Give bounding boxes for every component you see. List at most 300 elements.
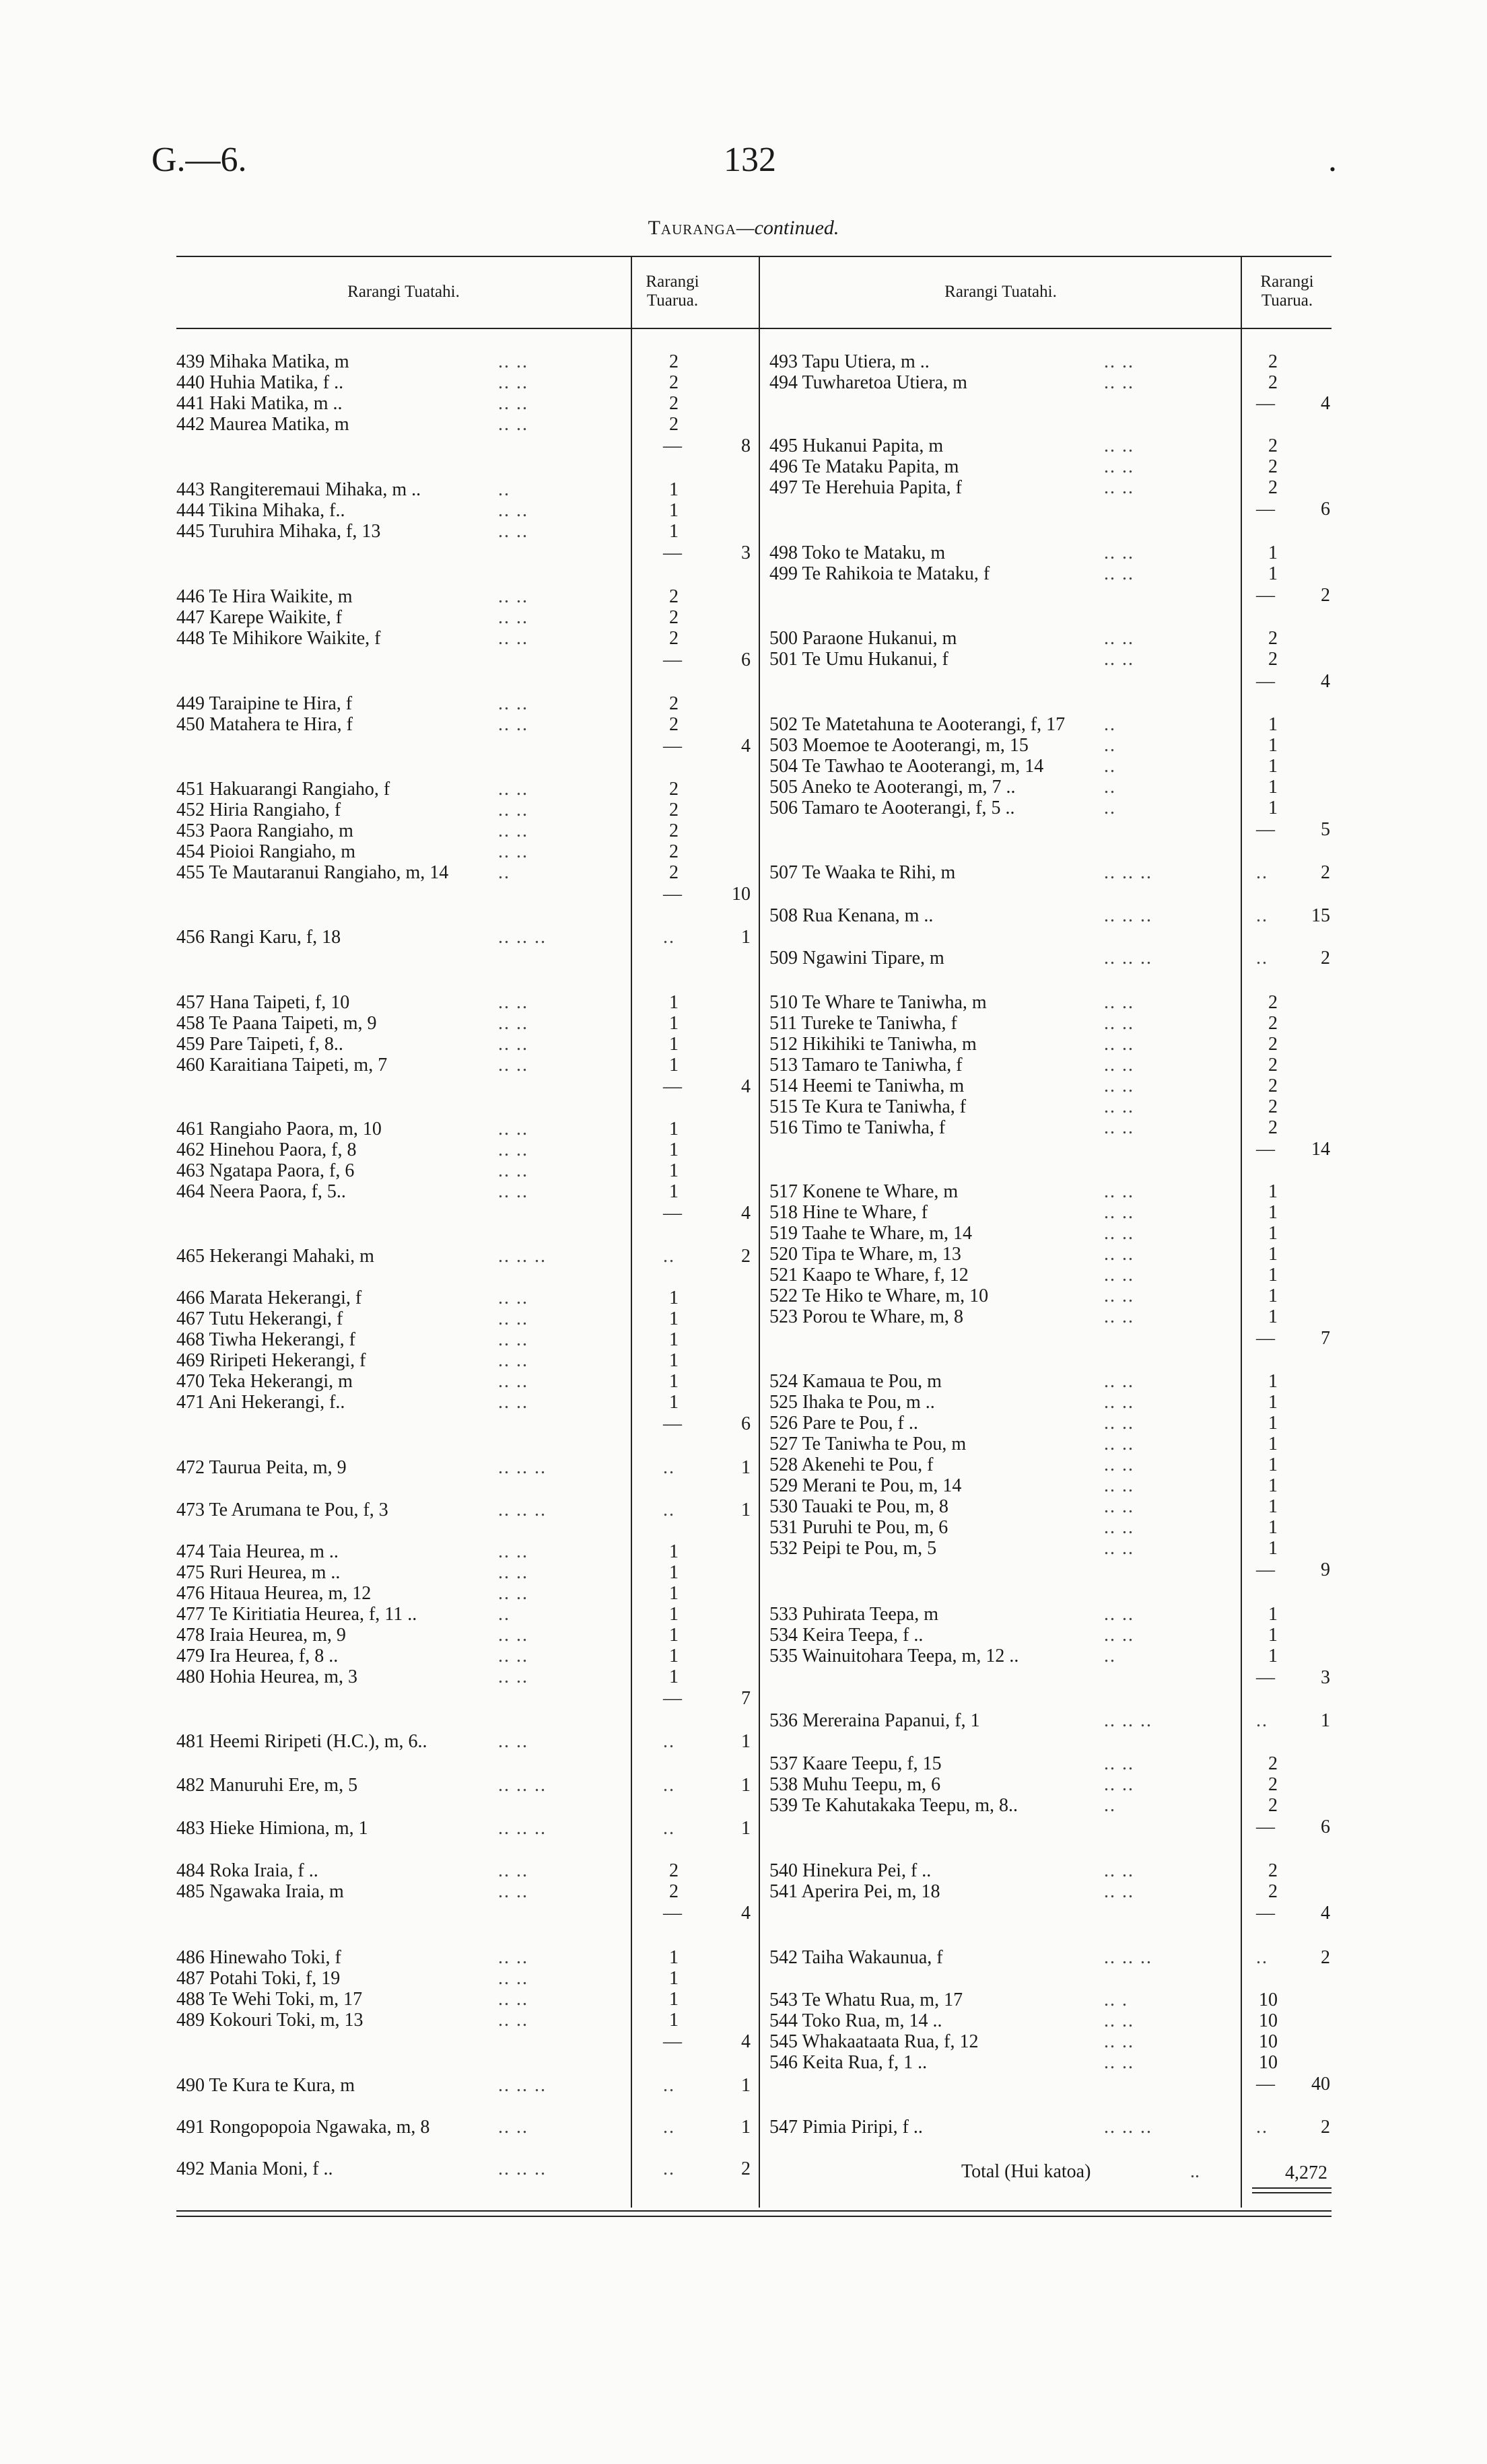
entry-value: 2 bbox=[1268, 1795, 1278, 1816]
list-item bbox=[769, 1181, 1289, 1203]
list-item bbox=[176, 799, 687, 822]
list-item bbox=[769, 1222, 1289, 1245]
entry-value: 1 bbox=[669, 1034, 679, 1055]
entry-value: 2 bbox=[1268, 456, 1278, 477]
subtotal-rule: — bbox=[1256, 2074, 1275, 2095]
page-number: 132 bbox=[724, 141, 776, 179]
entry-value: 1 bbox=[1268, 1517, 1278, 1538]
subtotal-value: 10 bbox=[732, 884, 751, 905]
leader-dots: .. .. bbox=[498, 1541, 528, 1562]
subtotal-dots: .. bbox=[663, 1457, 675, 1478]
subtotal bbox=[663, 1245, 751, 1268]
entry-name: 535 Wainuitohara Teepa, m, 12 .. bbox=[769, 1646, 1019, 1666]
entry-value: 1 bbox=[1268, 563, 1278, 584]
entry-value: 2 bbox=[1268, 992, 1278, 1013]
entry-name: 445 Turuhira Mihaka, f, 13 bbox=[176, 521, 381, 542]
leader-dots: .. .. bbox=[1104, 1223, 1134, 1244]
entry-name: 490 Te Kura te Kura, m bbox=[176, 2075, 355, 2096]
leader-dots: .. .. bbox=[498, 1646, 528, 1666]
subtotal-rule: — bbox=[1256, 1328, 1275, 1349]
list-item bbox=[176, 413, 687, 436]
leader-dots: .. .. .. bbox=[1104, 862, 1152, 883]
entry-name: 499 Te Rahikoia te Mataku, f bbox=[769, 563, 990, 584]
entry-value: 10 bbox=[1259, 2031, 1278, 2052]
entry-name: 511 Tureke te Taniwha, f bbox=[769, 1013, 957, 1034]
entry-name: 486 Hinewaho Toki, f bbox=[176, 1947, 341, 1968]
subtotal bbox=[663, 1687, 751, 1710]
leader-dots: .. bbox=[1104, 756, 1116, 777]
entry-name: 457 Hana Taipeti, f, 10 bbox=[176, 992, 350, 1013]
leader-dots: .. .. bbox=[1104, 542, 1134, 563]
entry-value: 1 bbox=[669, 1562, 679, 1583]
leader-dots: .. .. bbox=[498, 586, 528, 607]
entry-name: 462 Hinehou Paora, f, 8 bbox=[176, 1139, 357, 1160]
list-item bbox=[176, 1118, 687, 1141]
entry-name: 505 Aneko te Aooterangi, m, 7 .. bbox=[769, 777, 1016, 798]
leader-dots: .. .. bbox=[1104, 1496, 1134, 1517]
subtotal-dots: .. bbox=[663, 2075, 675, 2096]
entry-name: 537 Kaare Teepu, f, 15 bbox=[769, 1753, 942, 1774]
leader-dots: .. .. bbox=[498, 779, 528, 800]
entry-value: 1 bbox=[1268, 1625, 1278, 1646]
leader-dots: .. .. bbox=[1104, 1881, 1134, 1902]
subtotal-rule: — bbox=[663, 1688, 682, 1709]
leader-dots: .. .. bbox=[498, 521, 528, 542]
leader-dots: .. .. bbox=[498, 1860, 528, 1881]
list-item bbox=[176, 1817, 687, 1840]
entry-name: 533 Puhirata Teepa, m bbox=[769, 1604, 939, 1625]
col-head-right-tuarua: Rarangi Tuarua. bbox=[1260, 273, 1314, 310]
entry-value: 1 bbox=[1268, 1202, 1278, 1223]
entry-name: 525 Ihaka te Pou, m .. bbox=[769, 1392, 935, 1413]
subtotal bbox=[663, 2158, 751, 2181]
entry-value: 2 bbox=[1268, 1055, 1278, 1076]
entry-name: 452 Hiria Rangiaho, f bbox=[176, 800, 341, 820]
left-subtotal-divider bbox=[759, 256, 760, 2208]
entry-value: 1 bbox=[669, 1968, 679, 1989]
entry-name: 455 Te Mautaranui Rangiaho, m, 14 bbox=[176, 862, 449, 883]
subtotal bbox=[663, 542, 751, 565]
leader-dots: .. bbox=[1104, 714, 1116, 735]
subtotal-dots: .. bbox=[663, 1818, 675, 1839]
leader-dots: .. .. bbox=[498, 1329, 528, 1350]
subtotal bbox=[663, 435, 751, 458]
list-item bbox=[176, 606, 687, 629]
leader-dots: .. .. bbox=[498, 1583, 528, 1604]
list-item bbox=[176, 1645, 687, 1668]
table-top-rule bbox=[176, 256, 1332, 257]
entry-value: 2 bbox=[669, 586, 679, 607]
leader-dots: .. .. bbox=[1104, 1392, 1134, 1413]
subtotal-value: 1 bbox=[741, 1818, 751, 1839]
entry-value: 1 bbox=[669, 479, 679, 500]
entry-name: 459 Pare Taipeti, f, 8.. bbox=[176, 1034, 343, 1055]
entry-value: 2 bbox=[1268, 1753, 1278, 1774]
entry-value: 1 bbox=[669, 1160, 679, 1181]
list-item bbox=[769, 1054, 1289, 1077]
entry-name: 520 Tipa te Whare, m, 13 bbox=[769, 1244, 961, 1265]
list-item bbox=[176, 372, 687, 394]
leader-dots: .. .. bbox=[1104, 1625, 1134, 1646]
subtotal bbox=[1256, 1710, 1330, 1732]
leader-dots: .. .. bbox=[1104, 1774, 1134, 1795]
entry-name: 526 Pare te Pou, f .. bbox=[769, 1413, 918, 1434]
list-item bbox=[769, 1306, 1289, 1329]
leader-dots: .. .. bbox=[498, 1562, 528, 1583]
subtotal-dots: .. bbox=[1256, 948, 1268, 969]
list-item bbox=[176, 1054, 687, 1077]
subtotal-value: 4 bbox=[741, 1903, 751, 1924]
leader-dots: .. .. bbox=[1104, 435, 1134, 456]
subtotal bbox=[663, 1499, 751, 1522]
entry-name: 534 Keira Teepa, f .. bbox=[769, 1625, 924, 1646]
leader-dots: .. .. bbox=[498, 351, 528, 372]
subtotal bbox=[663, 2031, 751, 2053]
leader-dots: .. .. bbox=[498, 1160, 528, 1181]
list-item bbox=[176, 2074, 687, 2097]
list-item bbox=[769, 477, 1289, 499]
list-item bbox=[769, 947, 1289, 970]
leader-dots: .. bbox=[498, 862, 510, 883]
entry-value: 1 bbox=[669, 1989, 679, 2010]
list-item bbox=[769, 1794, 1289, 1817]
leader-dots: .. .. bbox=[498, 1034, 528, 1055]
entry-name: 527 Te Taniwha te Pou, m bbox=[769, 1434, 967, 1454]
subtotal-value: 15 bbox=[1311, 905, 1330, 926]
leader-dots: .. .. bbox=[1104, 2031, 1134, 2052]
total-underline-1 bbox=[1252, 2187, 1332, 2189]
leader-dots: .. .. bbox=[1104, 1860, 1134, 1881]
entry-value: 1 bbox=[669, 1308, 679, 1329]
leader-dots: .. .. .. bbox=[1104, 948, 1152, 969]
subtotal-value: 2 bbox=[1321, 585, 1330, 606]
subtotal bbox=[663, 2074, 751, 2097]
entry-value: 2 bbox=[1268, 628, 1278, 649]
entry-name: 454 Pioioi Rangiaho, m bbox=[176, 841, 355, 862]
subtotal bbox=[663, 1076, 751, 1098]
entry-value: 1 bbox=[669, 1646, 679, 1666]
entry-value: 2 bbox=[1268, 351, 1278, 372]
entry-value: 1 bbox=[669, 1625, 679, 1646]
subtotal bbox=[1256, 905, 1330, 927]
entry-value: 1 bbox=[1268, 1496, 1278, 1517]
leader-dots: .. .. bbox=[1104, 1517, 1134, 1538]
subtotal-value: 2 bbox=[1321, 1947, 1330, 1968]
leader-dots: .. .. .. bbox=[498, 2075, 547, 2096]
list-item bbox=[176, 1012, 687, 1035]
leader-dots: .. bbox=[1104, 735, 1116, 756]
entry-name: 496 Te Mataku Papita, m bbox=[769, 456, 959, 477]
entry-value: 1 bbox=[669, 1139, 679, 1160]
list-item bbox=[176, 1499, 687, 1522]
entry-value: 1 bbox=[1268, 1646, 1278, 1666]
list-item bbox=[769, 648, 1289, 671]
entry-name: 463 Ngatapa Paora, f, 6 bbox=[176, 1160, 355, 1181]
entry-value: 1 bbox=[669, 1392, 679, 1413]
entry-name: 530 Tauaki te Pou, m, 8 bbox=[769, 1496, 948, 1517]
subtotal-rule: — bbox=[1256, 393, 1275, 414]
leader-dots: .. .. bbox=[498, 1947, 528, 1968]
leader-dots: .. .. .. bbox=[498, 1500, 547, 1520]
subtotal-value: 3 bbox=[1321, 1667, 1330, 1688]
subtotal-dots: .. bbox=[1256, 1947, 1268, 1968]
subtotal-value: 2 bbox=[1321, 862, 1330, 883]
list-item bbox=[176, 1541, 687, 1563]
subtotal-rule: — bbox=[663, 542, 682, 563]
list-item bbox=[176, 1391, 687, 1414]
entry-name: 441 Haki Matika, m .. bbox=[176, 393, 343, 414]
list-item bbox=[769, 2010, 1289, 2033]
entry-name: 502 Te Matetahuna te Aooterangi, f, 17 bbox=[769, 714, 1066, 735]
leader-dots: .. .. bbox=[1104, 628, 1134, 649]
subtotal-rule: — bbox=[1256, 1817, 1275, 1837]
list-item bbox=[769, 2116, 1289, 2139]
entry-name: 531 Puruhi te Pou, m, 6 bbox=[769, 1517, 948, 1538]
leader-dots: .. . bbox=[1104, 1990, 1128, 2010]
entry-name: 545 Whakaataata Rua, f, 12 bbox=[769, 2031, 979, 2052]
subtotal bbox=[1256, 1138, 1330, 1161]
entry-value: 1 bbox=[669, 1119, 679, 1139]
entry-value: 1 bbox=[1268, 1604, 1278, 1625]
entry-value: 1 bbox=[1268, 1475, 1278, 1496]
leader-dots: .. .. bbox=[1104, 1454, 1134, 1475]
entry-value: 2 bbox=[669, 393, 679, 414]
list-item bbox=[176, 1860, 687, 1882]
entry-name: 507 Te Waaka te Rihi, m bbox=[769, 862, 956, 883]
list-item bbox=[176, 2116, 687, 2139]
leader-dots: .. .. bbox=[1104, 1181, 1134, 1202]
list-item bbox=[176, 479, 687, 501]
entry-name: 446 Te Hira Waikite, m bbox=[176, 586, 353, 607]
entry-value: 2 bbox=[669, 1860, 679, 1881]
subtotal-value: 1 bbox=[741, 1500, 751, 1520]
entry-value: 2 bbox=[1268, 1860, 1278, 1881]
list-item bbox=[769, 1012, 1289, 1035]
subtotal-value: 40 bbox=[1311, 2074, 1330, 2095]
entry-value: 1 bbox=[669, 992, 679, 1013]
entry-value: 2 bbox=[1268, 1774, 1278, 1795]
leader-dots: .. .. bbox=[498, 500, 528, 521]
leader-dots: .. .. bbox=[498, 1350, 528, 1371]
subtitle-main: Tauranga bbox=[648, 217, 736, 239]
subtotal bbox=[1256, 392, 1330, 415]
entry-value: 1 bbox=[669, 1181, 679, 1202]
leader-dots: .. .. bbox=[1104, 1753, 1134, 1774]
entry-value: 1 bbox=[669, 1947, 679, 1968]
subtotal-value: 4 bbox=[741, 2031, 751, 2052]
subtotal-rule: — bbox=[1256, 819, 1275, 840]
list-item bbox=[176, 1582, 687, 1605]
subtotal-value: 2 bbox=[1321, 948, 1330, 969]
entry-name: 466 Marata Hekerangi, f bbox=[176, 1288, 362, 1308]
subtotal-rule: — bbox=[1256, 671, 1275, 692]
list-item bbox=[769, 861, 1289, 884]
list-item bbox=[176, 713, 687, 736]
entry-name: 485 Ngawaka Iraia, m bbox=[176, 1881, 344, 1902]
leader-dots: .. .. bbox=[1104, 1306, 1134, 1327]
leader-dots: .. bbox=[1104, 1646, 1116, 1666]
entry-name: 439 Mihaka Matika, m bbox=[176, 351, 349, 372]
entry-name: 541 Aperira Pei, m, 18 bbox=[769, 1881, 940, 1902]
leader-dots: .. .. bbox=[1104, 1013, 1134, 1034]
entry-value: 2 bbox=[1268, 649, 1278, 670]
leader-dots: .. .. .. bbox=[1104, 2117, 1152, 2138]
entry-value: 2 bbox=[669, 800, 679, 820]
subtotal-rule: — bbox=[1256, 1667, 1275, 1688]
entry-name: 443 Rangiteremaui Mihaka, m .. bbox=[176, 479, 421, 500]
list-item bbox=[176, 926, 687, 949]
list-item bbox=[176, 1287, 687, 1310]
entry-value: 2 bbox=[669, 862, 679, 883]
list-item bbox=[769, 713, 1289, 736]
subtotal-value: 5 bbox=[1321, 819, 1330, 840]
list-item bbox=[769, 1989, 1289, 2012]
leader-dots: .. .. .. bbox=[1104, 1710, 1152, 1731]
list-item bbox=[769, 1096, 1289, 1119]
subtotal bbox=[1256, 947, 1330, 970]
list-item bbox=[769, 1264, 1289, 1287]
entry-name: 512 Hikihiki te Taniwha, m bbox=[769, 1034, 977, 1055]
subtotal-rule: — bbox=[663, 1903, 682, 1924]
col-head-left-tuarua: Rarangi Tuarua. bbox=[646, 273, 699, 310]
entry-value: 1 bbox=[1268, 1286, 1278, 1306]
leader-dots: .. .. bbox=[498, 800, 528, 820]
entry-name: 473 Te Arumana te Pou, f, 3 bbox=[176, 1500, 388, 1520]
entry-value: 2 bbox=[669, 693, 679, 714]
list-item bbox=[769, 456, 1289, 479]
bottom-rule-1 bbox=[176, 2210, 1332, 2212]
list-item bbox=[176, 1308, 687, 1331]
list-item bbox=[176, 1033, 687, 1056]
subtotal-value: 4 bbox=[741, 1076, 751, 1097]
subtotal-value: 6 bbox=[1321, 1817, 1330, 1837]
list-item bbox=[176, 1880, 687, 1903]
list-item bbox=[176, 392, 687, 415]
leader-dots: .. .. bbox=[1104, 1117, 1134, 1138]
subtotal-rule: — bbox=[1256, 1903, 1275, 1924]
entry-name: 444 Tikina Mihaka, f.. bbox=[176, 500, 345, 521]
leader-dots: .. .. .. bbox=[1104, 905, 1152, 926]
list-item bbox=[769, 1433, 1289, 1456]
entry-value: 2 bbox=[669, 607, 679, 628]
entry-value: 2 bbox=[1268, 372, 1278, 393]
page-header-dot: . bbox=[1328, 141, 1337, 179]
entry-name: 506 Tamaro te Aooterangi, f, 5 .. bbox=[769, 798, 1015, 818]
entry-value: 2 bbox=[669, 414, 679, 435]
entry-name: 543 Te Whatu Rua, m, 17 bbox=[769, 1990, 963, 2010]
entry-name: 523 Porou te Whare, m, 8 bbox=[769, 1306, 963, 1327]
entry-value: 1 bbox=[1268, 1413, 1278, 1434]
entry-value: 2 bbox=[1268, 1096, 1278, 1117]
entry-name: 500 Paraone Hukanui, m bbox=[769, 628, 957, 649]
subtotal-value: 4 bbox=[1321, 1903, 1330, 1924]
list-item bbox=[176, 1561, 687, 1584]
entry-name: 478 Iraia Heurea, m, 9 bbox=[176, 1625, 346, 1646]
entry-name: 488 Te Wehi Toki, m, 17 bbox=[176, 1989, 363, 2010]
entry-name: 465 Hekerangi Mahaki, m bbox=[176, 1246, 374, 1267]
entry-value: 2 bbox=[1268, 1117, 1278, 1138]
leader-dots: .. .. .. bbox=[498, 1775, 547, 1796]
leader-dots: .. .. bbox=[1104, 1244, 1134, 1265]
leader-dots: .. .. bbox=[498, 841, 528, 862]
subtotal bbox=[1256, 1946, 1330, 1969]
entry-value: 2 bbox=[669, 714, 679, 735]
leader-dots: .. .. bbox=[1104, 2052, 1134, 2073]
list-item bbox=[176, 1988, 687, 2011]
list-item bbox=[176, 1967, 687, 1990]
subtotal-value: 1 bbox=[741, 927, 751, 948]
leader-dots: .. .. bbox=[1104, 1604, 1134, 1625]
subtotal-rule: — bbox=[663, 2031, 682, 2052]
entry-name: 547 Pimia Piripi, f .. bbox=[769, 2117, 923, 2138]
leader-dots: .. .. bbox=[498, 992, 528, 1013]
leader-dots: .. .. bbox=[1104, 456, 1134, 477]
leader-dots: .. .. bbox=[498, 1139, 528, 1160]
subtotal bbox=[663, 1774, 751, 1797]
entry-value: 1 bbox=[669, 1329, 679, 1350]
subtotal-value: 4 bbox=[1321, 671, 1330, 692]
entry-value: 1 bbox=[669, 521, 679, 542]
subtotal-value: 2 bbox=[741, 2158, 751, 2179]
list-item bbox=[769, 372, 1289, 394]
total-value: 4,272 bbox=[1285, 2162, 1327, 2183]
leader-dots: .. .. bbox=[498, 1119, 528, 1139]
entry-name: 468 Tiwha Hekerangi, f bbox=[176, 1329, 355, 1350]
entry-value: 1 bbox=[1268, 1392, 1278, 1413]
list-item bbox=[176, 2158, 687, 2181]
entry-name: 522 Te Hiko te Whare, m, 10 bbox=[769, 1286, 989, 1306]
list-item bbox=[176, 778, 687, 801]
entry-value: 1 bbox=[1268, 1265, 1278, 1286]
bottom-rule-2 bbox=[176, 2216, 1332, 2217]
entry-name: 487 Potahi Toki, f, 19 bbox=[176, 1968, 341, 1989]
list-item bbox=[176, 693, 687, 715]
list-item bbox=[769, 1033, 1289, 1056]
entry-name: 461 Rangiaho Paora, m, 10 bbox=[176, 1119, 382, 1139]
list-item bbox=[769, 1412, 1289, 1435]
list-item bbox=[769, 734, 1289, 757]
entry-name: 447 Karepe Waikite, f bbox=[176, 607, 343, 628]
subtotal-dots: .. bbox=[1256, 1710, 1268, 1731]
list-item bbox=[176, 2009, 687, 2032]
leader-dots: .. .. bbox=[1104, 477, 1134, 498]
subtotal-dots: .. bbox=[663, 1500, 675, 1520]
list-item bbox=[176, 627, 687, 650]
subtotal bbox=[1256, 861, 1330, 884]
leader-dots: .. bbox=[1104, 777, 1116, 798]
subtotal-value: 4 bbox=[741, 1203, 751, 1224]
subtotal-value: 1 bbox=[741, 2117, 751, 2138]
subtotal bbox=[663, 1902, 751, 1925]
entry-value: 1 bbox=[1268, 1306, 1278, 1327]
subtotal bbox=[1256, 584, 1330, 607]
leader-dots: .. .. bbox=[1104, 563, 1134, 584]
subtotal-value: 4 bbox=[1321, 393, 1330, 414]
list-item bbox=[769, 627, 1289, 650]
list-item bbox=[769, 542, 1289, 565]
list-item bbox=[769, 563, 1289, 586]
subtotal-value: 8 bbox=[741, 435, 751, 456]
entry-name: 449 Taraipine te Hira, f bbox=[176, 693, 353, 714]
entry-value: 1 bbox=[669, 1583, 679, 1604]
list-item bbox=[769, 1475, 1289, 1498]
entry-value: 1 bbox=[669, 2010, 679, 2031]
entry-name: 482 Manuruhi Ere, m, 5 bbox=[176, 1775, 358, 1796]
subtotal-value: 14 bbox=[1311, 1139, 1330, 1160]
list-item bbox=[769, 1370, 1289, 1393]
subtotal bbox=[1256, 1559, 1330, 1582]
list-item bbox=[769, 905, 1289, 927]
